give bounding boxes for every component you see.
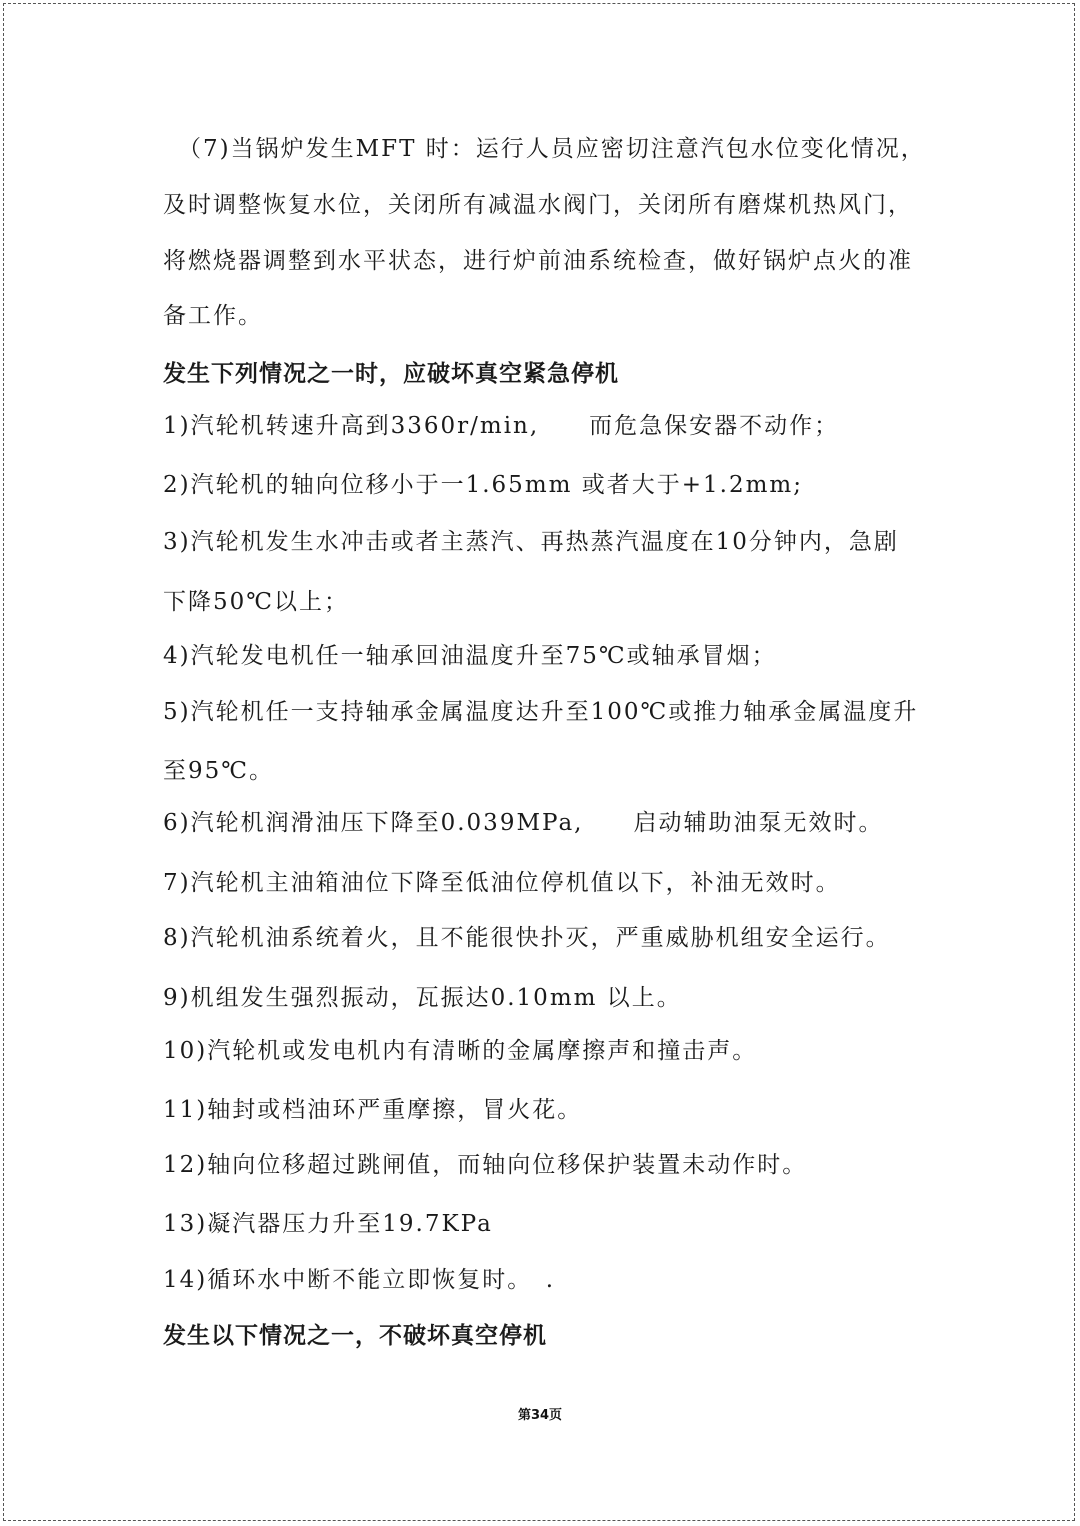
section-heading-no-vacuum-break: 发生以下情况之一，不破坏真空停机 (163, 1322, 547, 1349)
list-item-7: 7)汽轮机主油箱油位下降至低油位停机值以下，补油无效时。 (163, 870, 841, 896)
list-item-3-line-2: 下降50℃以上； (163, 589, 349, 615)
list-item-14: 14)循环水中断不能立即恢复时。 . (163, 1267, 556, 1293)
section-heading-vacuum-break: 发生下列情况之一时，应破坏真空紧急停机 (163, 360, 619, 387)
list-item-5-line-2: 至95℃。 (163, 758, 274, 784)
list-item-9: 9)机组发生强烈振动，瓦振达0.10mm 以上。 (163, 985, 682, 1011)
page-number: 第34页 (517, 1408, 563, 1423)
list-item-3-line-1: 3)汽轮机发生水冲击或者主蒸汽、再热蒸汽温度在10分钟内，急剧 (163, 529, 899, 555)
paragraph-7-line-4: 备工作。 (163, 303, 263, 329)
list-item-13: 13)凝汽器压力升至19.7KPa (163, 1211, 493, 1237)
paragraph-7-line-3: 将燃烧器调整到水平状态，进行炉前油系统检查，做好锅炉点火的准 (163, 248, 913, 274)
paragraph-7-line-1: （7)当锅炉发生MFT 时：运行人员应密切注意汽包水位变化情况， (178, 136, 926, 162)
list-item-1: 1)汽轮机转速升高到3360r/min, 而危急保安器不动作； (163, 413, 840, 439)
list-item-10: 10)汽轮机或发电机内有清晰的金属摩擦声和撞击声。 (163, 1038, 758, 1064)
list-item-6: 6)汽轮机润滑油压下降至0.039MPa, 启动辅助油泵无效时。 (163, 810, 884, 836)
list-item-12: 12)轴向位移超过跳闸值，而轴向位移保护装置未动作时。 (163, 1152, 808, 1178)
list-item-4: 4)汽轮发电机任一轴承回油温度升至75℃或轴承冒烟； (163, 643, 777, 669)
list-item-5-line-1: 5)汽轮机任一支持轴承金属温度达升至100℃或推力轴承金属温度升 (163, 699, 919, 725)
list-item-8: 8)汽轮机油系统着火，且不能很快扑灭，严重威胁机组安全运行。 (163, 925, 891, 951)
list-item-2: 2)汽轮机的轴向位移小于一1.65mm 或者大于+1.2mm; (163, 472, 803, 498)
list-item-11: 11)轴封或档油环严重摩擦，冒火花。 (163, 1097, 583, 1123)
paragraph-7-line-2: 及时调整恢复水位，关闭所有减温水阀门，关闭所有磨煤机热风门， (163, 192, 913, 218)
